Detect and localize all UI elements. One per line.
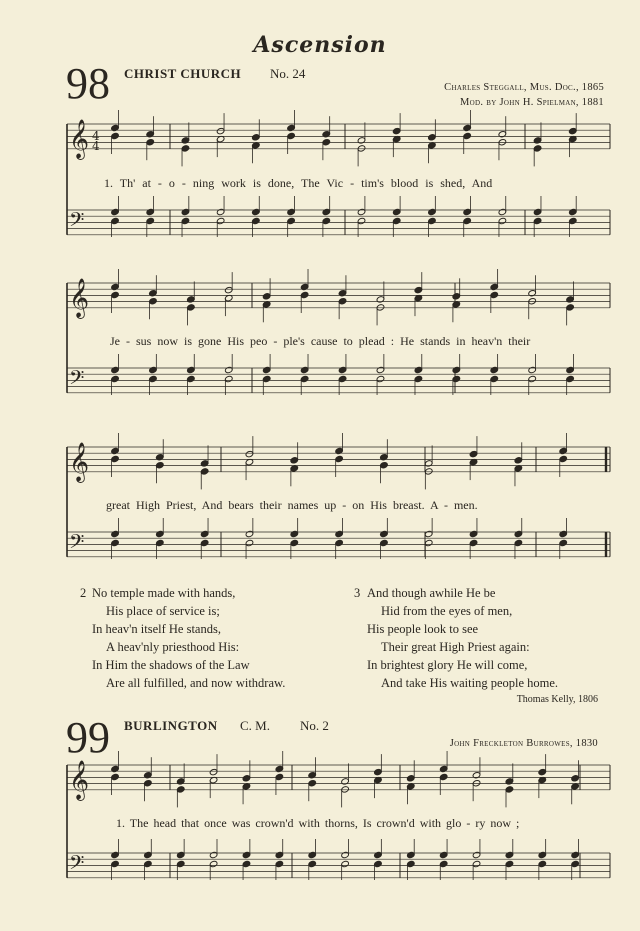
note-head: [341, 778, 350, 785]
verse-3-line: And though awhile He be: [367, 586, 496, 600]
note-head: [242, 851, 251, 858]
note-head: [209, 768, 218, 775]
note-head: [111, 208, 120, 215]
note-head: [111, 539, 120, 546]
note-head: [287, 132, 296, 139]
note-head: [252, 217, 261, 224]
note-head: [111, 851, 120, 858]
note-head: [392, 127, 401, 134]
note-head: [566, 296, 575, 303]
hymn-99-number: 99: [66, 713, 110, 762]
note-head: [414, 286, 423, 293]
note-head: [111, 530, 120, 537]
note-head: [533, 137, 542, 144]
verse-2-line: No temple made with hands,: [92, 586, 236, 600]
note-head: [216, 208, 225, 215]
bass-clef-icon: 𝄢: [69, 366, 85, 394]
note-head: [181, 137, 190, 144]
note-head: [181, 208, 190, 215]
note-head: [439, 765, 448, 772]
note-head: [335, 447, 344, 454]
note-head: [146, 208, 155, 215]
note-head: [335, 455, 344, 462]
hymn-99-lyric-line-1: 1. The head that once was crown'd with thorns, Is crown'd with glo - ry now ;: [116, 816, 520, 830]
note-head: [490, 283, 499, 290]
note-head: [200, 460, 209, 467]
note-head: [187, 375, 196, 382]
note-head: [505, 860, 514, 867]
verse-2-line: Are all fulfilled, and now withdraw.: [106, 676, 286, 690]
note-head: [242, 775, 251, 782]
note-head: [300, 283, 309, 290]
note-head: [224, 286, 233, 293]
note-head: [463, 132, 472, 139]
hymn-98-author: Thomas Kelly, 1806: [516, 694, 598, 705]
note-head: [290, 530, 299, 537]
note-head: [308, 851, 317, 858]
note-head: [505, 851, 514, 858]
note-head: [245, 450, 254, 457]
note-head: [341, 851, 350, 858]
note-head: [490, 366, 499, 373]
note-head: [392, 217, 401, 224]
treble-clef-icon: 𝄞: [69, 278, 90, 318]
note-head: [428, 208, 437, 215]
note-head: [322, 217, 331, 224]
verse-3-line: Hid from the eyes of men,: [381, 604, 513, 618]
note-head: [111, 132, 120, 139]
note-head: [505, 786, 514, 793]
note-head: [287, 208, 296, 215]
verse-3-line: His people look to see: [367, 622, 479, 636]
note-head: [414, 375, 423, 382]
verse-3-line: And take His waiting people home.: [381, 676, 559, 690]
note-head: [569, 127, 578, 134]
note-head: [559, 455, 568, 462]
note-head: [144, 780, 153, 787]
note-head: [452, 375, 461, 382]
note-head: [374, 860, 383, 867]
note-head: [242, 860, 251, 867]
hymn-99-composer: John Freckleton Burrowes, 1830: [449, 738, 598, 749]
note-head: [538, 860, 547, 867]
note-head: [209, 860, 218, 867]
note-head: [528, 366, 537, 373]
note-head: [144, 851, 153, 858]
note-head: [439, 851, 448, 858]
hymn-98-lyric-line-2: Je - sus now is gone His peo - ple's cause to plead : He stands in heav'n their: [110, 334, 531, 348]
time-sig: 4: [92, 129, 100, 143]
note-head: [200, 530, 209, 537]
hymn-98-composer: Charles Steggall, Mus. Doc., 1865: [444, 82, 604, 93]
note-head: [176, 778, 185, 785]
note-head: [111, 283, 120, 290]
note-head: [176, 860, 185, 867]
note-head: [341, 860, 350, 867]
note-head: [290, 539, 299, 546]
note-head: [308, 772, 317, 779]
note-head: [149, 290, 158, 297]
note-head: [156, 530, 165, 537]
note-head: [357, 217, 366, 224]
verse-3-line: Their great High Priest again:: [381, 640, 530, 654]
verse-2-line: His place of service is;: [106, 604, 220, 618]
note-head: [374, 768, 383, 775]
verse-3-number: 3: [354, 586, 361, 600]
time-sig: 4: [92, 139, 100, 153]
note-head: [341, 786, 350, 793]
note-head: [566, 304, 575, 311]
note-head: [146, 217, 155, 224]
note-head: [144, 860, 153, 867]
note-head: [146, 131, 155, 138]
note-head: [300, 375, 309, 382]
note-head: [156, 462, 165, 469]
note-head: [452, 293, 461, 300]
note-head: [407, 775, 416, 782]
hymn-98-lyric-line-1: 1. Th' at - o - ning work is done, The Vic - tim's blood is shed, And: [104, 176, 493, 190]
note-head: [308, 860, 317, 867]
verse-2-line: In Him the shadows of the Law: [92, 658, 250, 672]
note-head: [569, 208, 578, 215]
bass-clef-icon: 𝄢: [69, 851, 85, 879]
note-head: [111, 217, 120, 224]
note-head: [262, 293, 271, 300]
note-head: [490, 291, 499, 298]
hymn-99-tune-name: BURLINGTON: [124, 718, 218, 733]
bass-clef-icon: 𝄢: [69, 208, 85, 236]
note-head: [335, 530, 344, 537]
note-head: [463, 124, 472, 131]
note-head: [452, 366, 461, 373]
note-head: [498, 139, 507, 146]
treble-clef-icon: 𝄞: [69, 442, 90, 482]
note-head: [216, 217, 225, 224]
note-head: [187, 304, 196, 311]
note-head: [338, 366, 347, 373]
note-head: [275, 851, 284, 858]
note-head: [505, 778, 514, 785]
note-head: [374, 851, 383, 858]
treble-clef-icon: 𝄞: [69, 760, 90, 800]
note-head: [200, 468, 209, 475]
note-head: [111, 447, 120, 454]
note-head: [571, 860, 580, 867]
note-head: [200, 539, 209, 546]
note-head: [498, 217, 507, 224]
note-head: [187, 296, 196, 303]
note-head: [357, 208, 366, 215]
note-head: [156, 539, 165, 546]
note-head: [428, 134, 437, 141]
section-title: Ascension: [253, 32, 387, 58]
note-head: [252, 208, 261, 215]
note-head: [111, 366, 120, 373]
note-head: [357, 145, 366, 152]
note-head: [376, 296, 385, 303]
note-head: [357, 137, 366, 144]
note-head: [209, 851, 218, 858]
note-head: [322, 208, 331, 215]
note-head: [338, 375, 347, 382]
note-head: [308, 780, 317, 787]
verse-2-number: 2: [80, 586, 87, 600]
note-head: [380, 454, 389, 461]
note-head: [252, 134, 261, 141]
note-head: [275, 765, 284, 772]
note-head: [566, 366, 575, 373]
note-head: [224, 375, 233, 382]
note-head: [498, 208, 507, 215]
note-head: [181, 217, 190, 224]
note-head: [559, 530, 568, 537]
hymn-98-number: 98: [66, 59, 110, 108]
note-head: [176, 786, 185, 793]
note-head: [111, 124, 120, 131]
note-head: [156, 454, 165, 461]
note-head: [149, 366, 158, 373]
note-head: [216, 127, 225, 134]
note-head: [414, 366, 423, 373]
note-head: [463, 217, 472, 224]
note-head: [533, 145, 542, 152]
note-head: [571, 775, 580, 782]
note-head: [224, 366, 233, 373]
note-head: [262, 375, 271, 382]
note-head: [275, 860, 284, 867]
note-head: [111, 860, 120, 867]
note-head: [424, 468, 433, 475]
note-head: [490, 375, 499, 382]
note-head: [407, 860, 416, 867]
note-head: [322, 139, 331, 146]
note-head: [472, 772, 481, 779]
note-head: [514, 539, 523, 546]
hymn-98-lyric-line-3: great High Priest, And bears their names up - on His breast. A - men.: [106, 498, 478, 512]
bass-clef-icon: 𝄢: [69, 530, 85, 558]
note-head: [424, 460, 433, 467]
note-head: [380, 530, 389, 537]
note-head: [463, 208, 472, 215]
note-head: [439, 860, 448, 867]
note-head: [300, 366, 309, 373]
note-head: [424, 539, 433, 546]
note-head: [538, 851, 547, 858]
verse-2-line: A heav'nly priesthood His:: [106, 640, 240, 654]
note-head: [424, 530, 433, 537]
hymn-98-modifier: Mod. by John H. Spielman, 1881: [460, 97, 604, 108]
treble-clef-icon: 𝄞: [69, 119, 90, 159]
note-head: [533, 208, 542, 215]
note-head: [538, 768, 547, 775]
note-head: [498, 131, 507, 138]
note-head: [111, 375, 120, 382]
verse-3-line: In brightest glory He will come,: [367, 658, 528, 672]
verse-2-line: In heav'n itself He stands,: [92, 622, 221, 636]
note-head: [338, 290, 347, 297]
note-head: [559, 539, 568, 546]
note-head: [428, 217, 437, 224]
note-head: [176, 851, 185, 858]
note-head: [245, 539, 254, 546]
note-head: [146, 139, 155, 146]
note-head: [566, 375, 575, 382]
note-head: [528, 298, 537, 305]
note-head: [287, 217, 296, 224]
note-head: [469, 450, 478, 457]
note-head: [111, 765, 120, 772]
note-head: [439, 773, 448, 780]
note-head: [571, 851, 580, 858]
note-head: [275, 773, 284, 780]
note-head: [181, 145, 190, 152]
note-head: [407, 851, 416, 858]
note-head: [376, 366, 385, 373]
note-head: [322, 131, 331, 138]
hymn-98-tune-number: No. 24: [270, 66, 306, 81]
hymn-99-tune-number: No. 2: [300, 718, 329, 733]
note-head: [149, 298, 158, 305]
note-head: [533, 217, 542, 224]
note-head: [472, 851, 481, 858]
note-head: [380, 539, 389, 546]
note-head: [528, 290, 537, 297]
note-head: [528, 375, 537, 382]
note-head: [392, 208, 401, 215]
note-head: [559, 447, 568, 454]
note-head: [144, 772, 153, 779]
note-head: [469, 530, 478, 537]
note-head: [187, 366, 196, 373]
note-head: [338, 298, 347, 305]
note-head: [376, 304, 385, 311]
note-head: [380, 462, 389, 469]
note-head: [569, 217, 578, 224]
note-head: [335, 539, 344, 546]
note-head: [245, 530, 254, 537]
note-head: [149, 375, 158, 382]
note-head: [111, 291, 120, 298]
note-head: [514, 457, 523, 464]
note-head: [376, 375, 385, 382]
note-head: [300, 291, 309, 298]
note-head: [111, 455, 120, 462]
note-head: [469, 539, 478, 546]
hymn-99-meter: C. M.: [240, 718, 270, 733]
note-head: [111, 773, 120, 780]
note-head: [514, 530, 523, 537]
note-head: [472, 780, 481, 787]
hymn-98-tune-name: CHRIST CHURCH: [124, 66, 242, 81]
note-head: [290, 457, 299, 464]
note-head: [262, 366, 271, 373]
note-head: [472, 860, 481, 867]
note-head: [287, 124, 296, 131]
